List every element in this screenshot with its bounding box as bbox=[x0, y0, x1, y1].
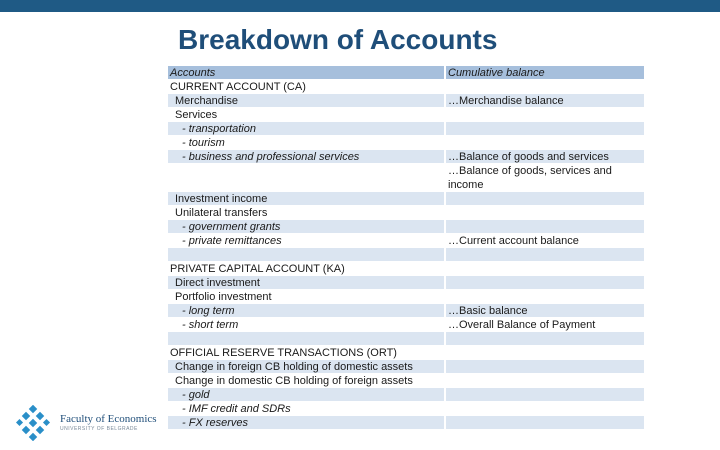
balance-cell bbox=[446, 346, 644, 360]
account-cell: CURRENT ACCOUNT (CA) bbox=[168, 80, 444, 94]
balance-cell bbox=[446, 374, 644, 388]
table-row bbox=[168, 276, 644, 290]
balance-cell: …Basic balance bbox=[446, 304, 644, 318]
table-row bbox=[168, 234, 644, 248]
table-row bbox=[168, 122, 644, 136]
account-cell: - long term bbox=[168, 304, 444, 318]
table-row bbox=[168, 374, 644, 388]
balance-cell bbox=[446, 416, 644, 430]
header-cumulative-balance: Cumulative balance bbox=[446, 66, 644, 80]
table-row bbox=[168, 220, 644, 234]
account-cell: Direct investment bbox=[168, 276, 444, 290]
logo-subtitle: UNIVERSITY OF BELGRADE bbox=[60, 426, 138, 432]
accounts-table bbox=[168, 66, 644, 430]
balance-cell bbox=[446, 290, 644, 304]
table-row bbox=[168, 80, 644, 94]
account-cell: Merchandise bbox=[168, 94, 444, 108]
balance-cell: …Overall Balance of Payment bbox=[446, 318, 644, 332]
balance-cell: …Balance of goods, services and income bbox=[446, 164, 644, 192]
balance-cell bbox=[446, 136, 644, 150]
table-row bbox=[168, 318, 644, 332]
table-row bbox=[168, 402, 644, 416]
balance-cell bbox=[446, 206, 644, 220]
account-cell bbox=[168, 332, 444, 346]
table-row bbox=[168, 164, 644, 192]
balance-cell bbox=[446, 108, 644, 122]
table-row bbox=[168, 136, 644, 150]
table-row bbox=[168, 192, 644, 206]
table-row bbox=[168, 416, 644, 430]
balance-cell bbox=[446, 402, 644, 416]
table-row bbox=[168, 248, 644, 262]
account-cell: - government grants bbox=[168, 220, 444, 234]
account-cell bbox=[168, 248, 444, 262]
table-row bbox=[168, 94, 644, 108]
faculty-logo-icon bbox=[16, 405, 52, 441]
account-cell: - tourism bbox=[168, 136, 444, 150]
account-cell: OFFICIAL RESERVE TRANSACTIONS (ORT) bbox=[168, 346, 444, 360]
account-cell: PRIVATE CAPITAL ACCOUNT (KA) bbox=[168, 262, 444, 276]
account-cell: - short term bbox=[168, 318, 444, 332]
table-row bbox=[168, 290, 644, 304]
balance-cell bbox=[446, 122, 644, 136]
table-header-row bbox=[168, 66, 644, 80]
balance-cell bbox=[446, 192, 644, 206]
table-row bbox=[168, 206, 644, 220]
balance-cell: …Current account balance bbox=[446, 234, 644, 248]
table-row bbox=[168, 108, 644, 122]
top-accent-bar bbox=[0, 0, 720, 12]
table-row bbox=[168, 150, 644, 164]
account-cell: - FX reserves bbox=[168, 416, 444, 430]
header-accounts: Accounts bbox=[168, 66, 444, 80]
balance-cell bbox=[446, 276, 644, 290]
balance-cell bbox=[446, 262, 644, 276]
balance-cell bbox=[446, 360, 644, 374]
account-cell: Services bbox=[168, 108, 444, 122]
balance-cell: …Balance of goods and services bbox=[446, 150, 644, 164]
account-cell: Change in foreign CB holding of domestic assets bbox=[168, 360, 444, 374]
account-cell: Portfolio investment bbox=[168, 290, 444, 304]
faculty-logo bbox=[16, 405, 157, 441]
balance-cell bbox=[446, 80, 644, 94]
table-row bbox=[168, 262, 644, 276]
table-row bbox=[168, 304, 644, 318]
table-row bbox=[168, 360, 644, 374]
balance-cell bbox=[446, 332, 644, 346]
balance-cell bbox=[446, 388, 644, 402]
table-body bbox=[168, 80, 644, 430]
slide-title: Breakdown of Accounts bbox=[178, 24, 498, 55]
account-cell: - gold bbox=[168, 388, 444, 402]
balance-cell: …Merchandise balance bbox=[446, 94, 644, 108]
table-row bbox=[168, 332, 644, 346]
account-cell: - IMF credit and SDRs bbox=[168, 402, 444, 416]
account-cell: Unilateral transfers bbox=[168, 206, 444, 220]
logo-name: Faculty of Economics bbox=[60, 413, 157, 425]
table-row bbox=[168, 346, 644, 360]
balance-cell bbox=[446, 220, 644, 234]
account-cell bbox=[168, 164, 444, 192]
table-row bbox=[168, 388, 644, 402]
account-cell: Change in domestic CB holding of foreign assets bbox=[168, 374, 444, 388]
account-cell: - transportation bbox=[168, 122, 444, 136]
balance-cell bbox=[446, 248, 644, 262]
account-cell: Investment income bbox=[168, 192, 444, 206]
account-cell: - private remittances bbox=[168, 234, 444, 248]
account-cell: - business and professional services bbox=[168, 150, 444, 164]
